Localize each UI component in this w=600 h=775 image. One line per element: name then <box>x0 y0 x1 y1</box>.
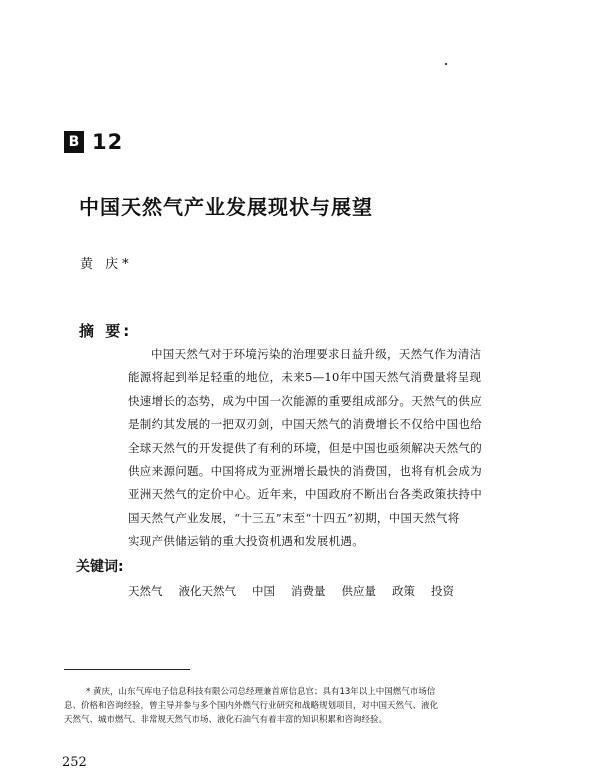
abstract-line: 快速增长的态势，成为中国一次能源的重要组成部分。天然气的供应 <box>128 393 482 408</box>
keywords-list <box>128 583 454 599</box>
scan-speck <box>445 63 447 65</box>
keyword-item: 消费量 <box>291 584 326 598</box>
footnote-line: * 黄庆，山东气库电子信息科技有限公司总经理兼首席信息官；具有13年以上中国燃气市场信 <box>86 687 436 697</box>
abstract-line: 能源将起到举足轻重的地位，未来5—10年中国天然气消费量将呈现 <box>128 370 482 385</box>
abstract-line: 供应来源问题。中国将成为亚洲增长最快的消费国，也将有机会成为 <box>128 463 482 478</box>
keyword-item: 中国 <box>252 584 275 598</box>
keyword-item: 天然气 <box>128 584 163 598</box>
page-title: 中国天然气产业发展现状与展望 <box>79 195 373 219</box>
abstract-line: 亚洲天然气的定价中心。近年来，中国政府不断出台各类政策扶持中 <box>128 487 482 502</box>
keyword-item: 供应量 <box>341 584 376 598</box>
footnote-line: 天然气、城市燃气、非常规天然气市场、液化石油气有着丰富的知识积累和咨询经验。 <box>64 715 388 725</box>
abstract-line: 是制约其发展的一把双刃剑，中国天然气的消费增长不仅给中国也给 <box>128 417 482 432</box>
author: 黄 庆* <box>80 257 133 272</box>
abstract-line: 实现产供储运销的重大投资机遇和发展机遇。 <box>128 534 364 549</box>
keywords-label: 关键词: <box>76 559 124 575</box>
chapter-number: 12 <box>92 130 124 154</box>
keyword-item: 投资 <box>431 584 454 598</box>
page-number: 252 <box>62 755 87 770</box>
keyword-item: 政策 <box>392 584 415 598</box>
abstract-line: 国天然气产业发展，“十三五”末至“十四五”初期，中国天然气将 <box>128 510 460 525</box>
abstract-body <box>128 343 538 554</box>
footnote <box>64 685 564 727</box>
chapter-badge-icon: B <box>64 131 84 153</box>
abstract-line: 中国天然气对于环境污染的治理要求日益升级，天然气作为清洁 <box>151 347 482 361</box>
chapter-heading <box>64 130 123 154</box>
keyword-item: 液化天然气 <box>178 584 236 598</box>
abstract-line: 全球天然气的开发提供了有利的环境，但是中国也亟须解决天然气的 <box>128 440 482 455</box>
footnote-divider <box>64 669 190 670</box>
footnote-line: 息、价格和咨询经验，曾主导并参与多个国内外燃气行业研究和战略规划项目，对中国天然气、液化 <box>64 701 439 711</box>
abstract-label: 摘 要: <box>79 322 133 340</box>
